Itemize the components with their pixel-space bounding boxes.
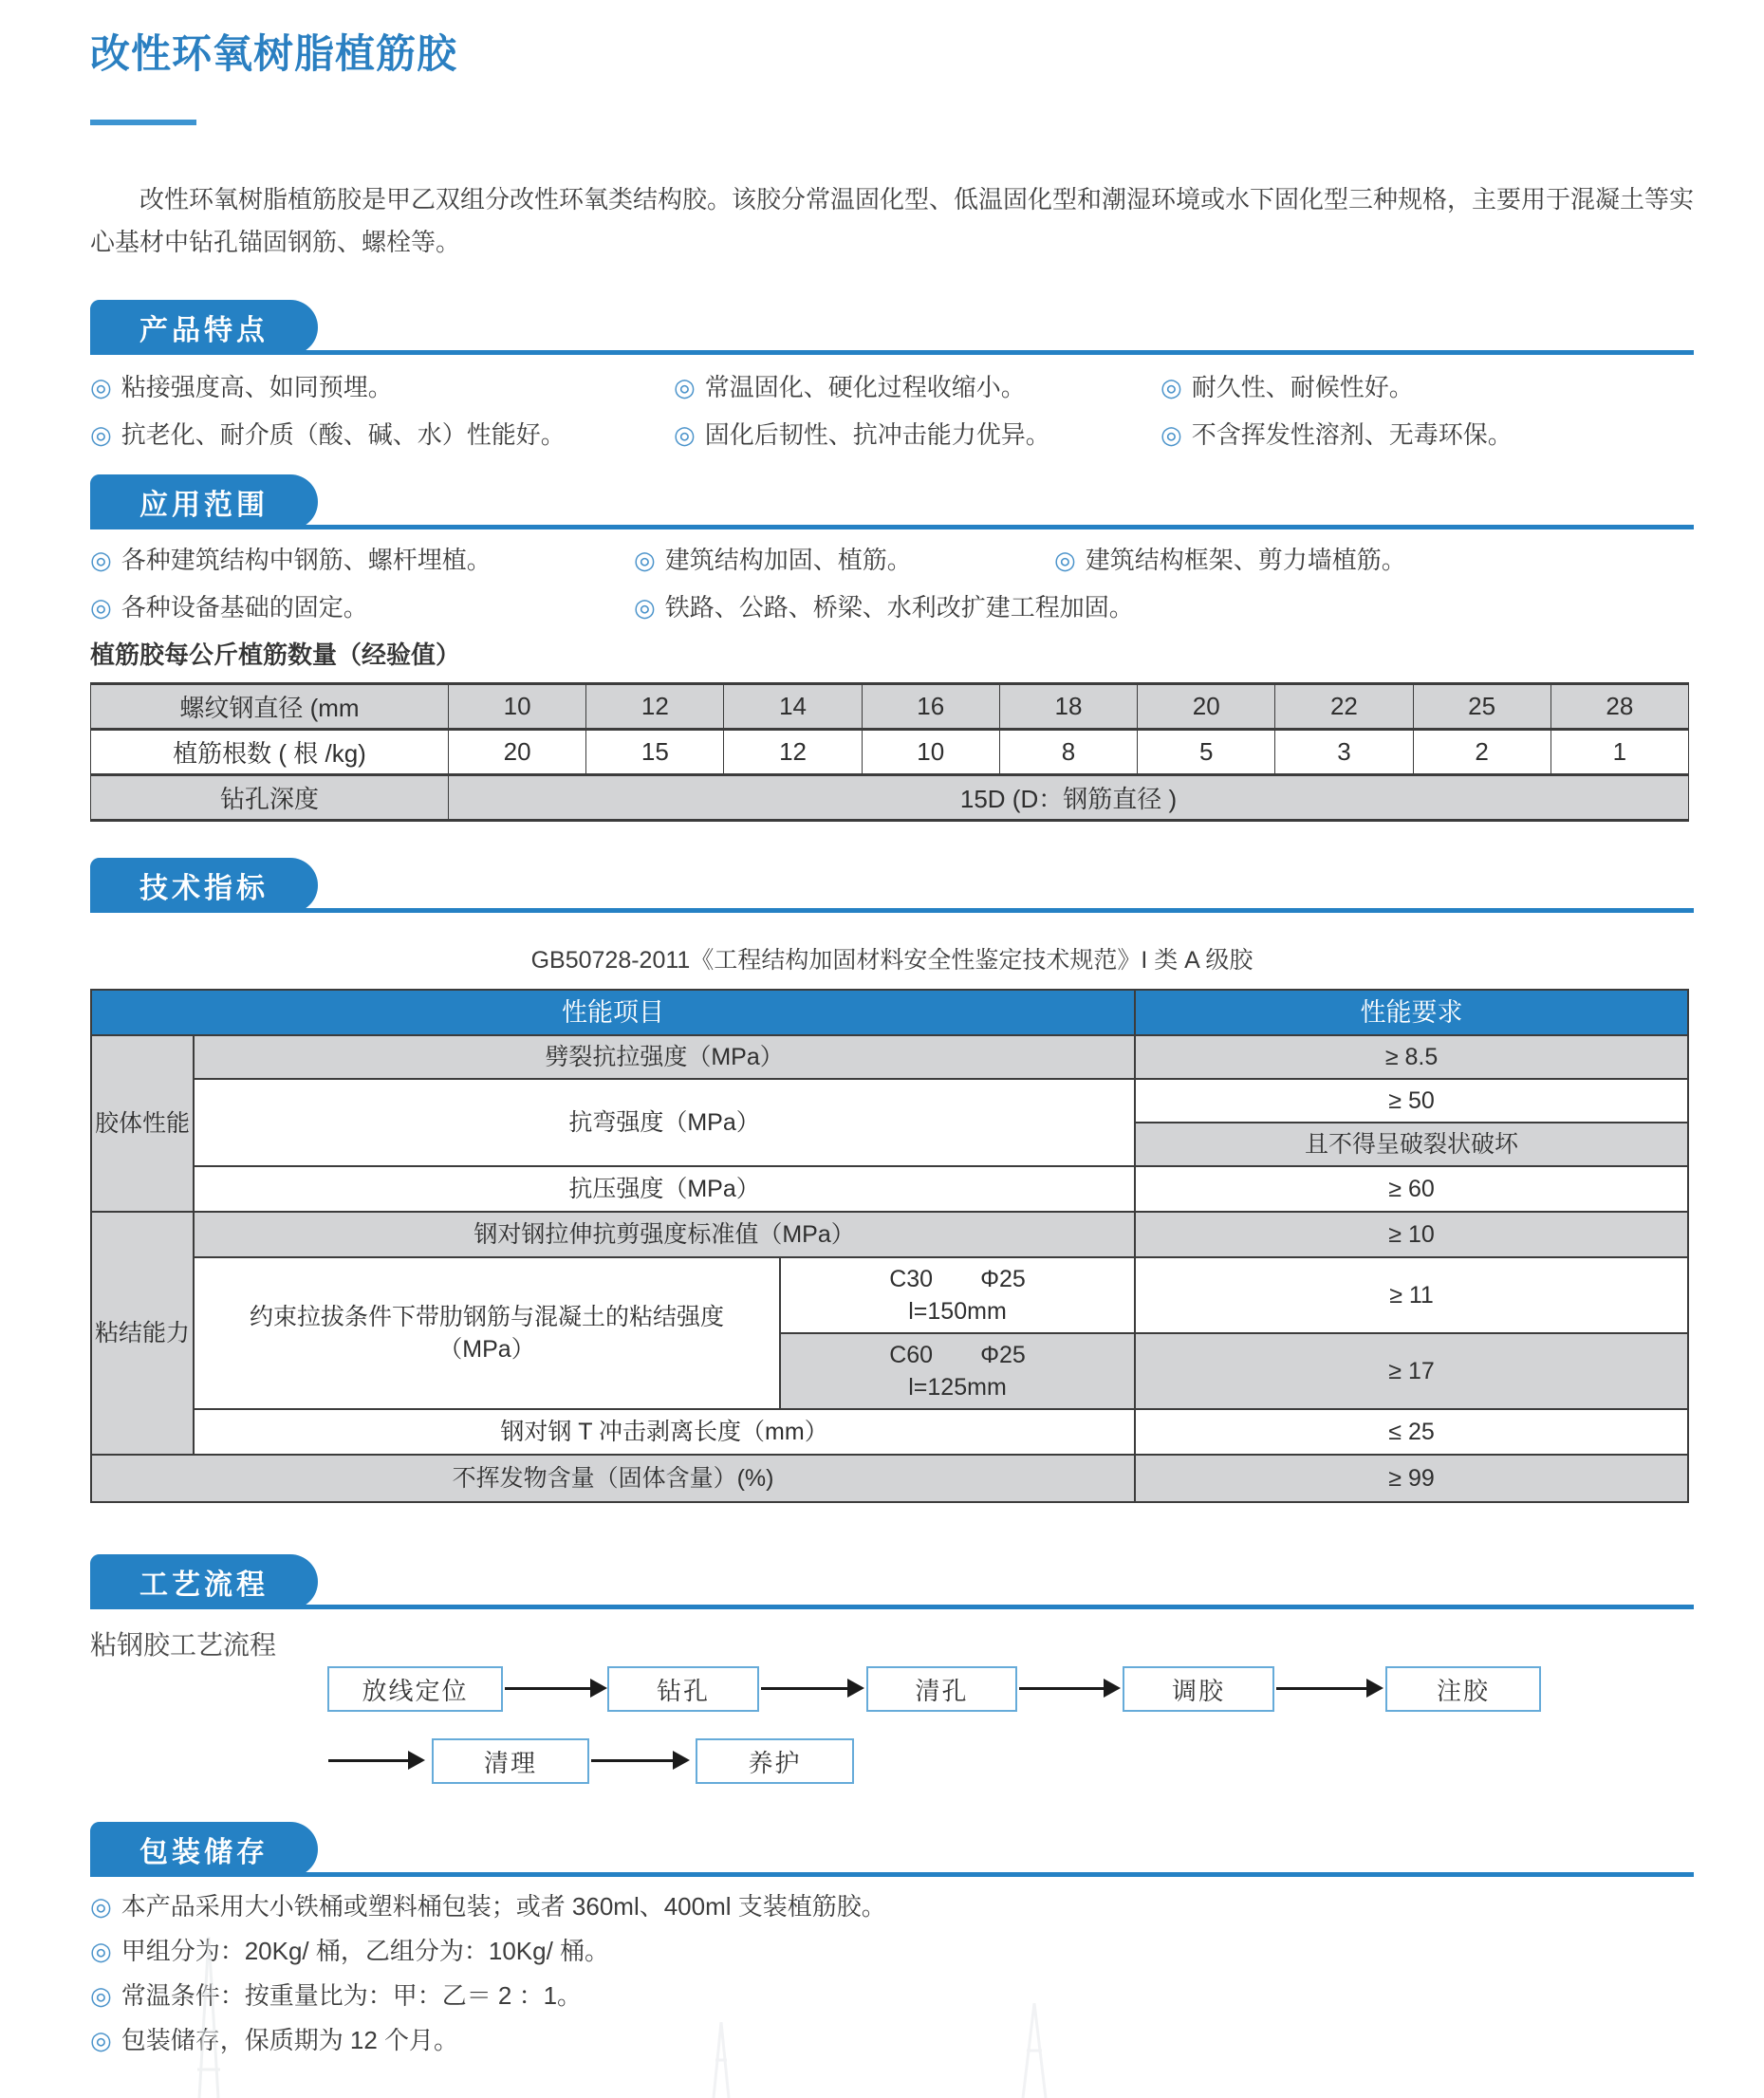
section-underline bbox=[90, 1872, 1694, 1877]
count-cell: 12 bbox=[724, 730, 862, 775]
watermark-tower bbox=[142, 1937, 275, 2098]
feature-text: 耐久性、耐候性好。 bbox=[1191, 373, 1414, 401]
standard-note: GB50728-2011《工程结构加固材料安全性鉴定技术规范》I 类 A 级胶 bbox=[530, 947, 1253, 974]
section-head-features bbox=[90, 296, 1694, 355]
storage-text: 甲组分为：20Kg/ 桶，乙组分为：10Kg/ 桶。 bbox=[121, 1937, 610, 1965]
requirement-cell: 且不得呈破裂状破坏 bbox=[1135, 1123, 1688, 1166]
table-row bbox=[91, 1257, 1688, 1333]
requirement-cell: ≤ 25 bbox=[1135, 1409, 1688, 1455]
ring-bullet-icon: ◎ bbox=[90, 373, 112, 401]
storage-text: 本产品采用大小铁桶或塑料桶包装；或者 360ml、400ml 支装植筋胶。 bbox=[121, 1892, 886, 1921]
flow-step-inject: 注胶 bbox=[1385, 1666, 1541, 1712]
requirement-cell: ≥ 11 bbox=[1135, 1257, 1688, 1333]
condition-line2: l=150mm bbox=[908, 1298, 1007, 1325]
diameter-cell: 10 bbox=[449, 684, 586, 730]
diameter-cell: 25 bbox=[1413, 684, 1550, 730]
table-row bbox=[91, 1409, 1688, 1455]
section-badge-storage: 包装储存 bbox=[90, 1822, 318, 1877]
section-badge-features: 产品特点 bbox=[90, 300, 318, 355]
feature-item bbox=[1161, 419, 1694, 450]
application-item bbox=[1054, 545, 1694, 575]
application-text: 各种建筑结构中钢筋、螺杆埋植。 bbox=[121, 546, 492, 574]
diameter-cell: 22 bbox=[1275, 684, 1413, 730]
storage-item bbox=[90, 2025, 1694, 2055]
ring-bullet-icon: ◎ bbox=[90, 420, 112, 449]
application-text: 建筑结构框架、剪力墙植筋。 bbox=[1085, 546, 1406, 574]
count-cell: 20 bbox=[449, 730, 586, 775]
storage-item bbox=[90, 1936, 1694, 1966]
section-underline bbox=[90, 908, 1694, 913]
condition-cell bbox=[780, 1333, 1135, 1409]
property-cell: 钢对钢拉伸抗剪强度标准值（MPa） bbox=[194, 1212, 1135, 1257]
ring-bullet-icon: ◎ bbox=[90, 1892, 112, 1921]
property-cell: 劈裂抗拉强度（MPa） bbox=[194, 1035, 1135, 1079]
count-cell: 15 bbox=[586, 730, 724, 775]
row-label: 螺纹钢直径 (mm bbox=[91, 684, 449, 730]
feature-item bbox=[90, 419, 674, 450]
flow-step-cure: 养护 bbox=[696, 1738, 854, 1784]
ring-bullet-icon: ◎ bbox=[634, 593, 656, 622]
table-row bbox=[91, 730, 1689, 775]
application-text: 建筑结构加固、植筋。 bbox=[664, 546, 912, 574]
storage-list bbox=[90, 1891, 1694, 2055]
ring-bullet-icon: ◎ bbox=[1054, 546, 1076, 574]
process-flowchart bbox=[90, 1664, 1694, 1793]
section-head-process bbox=[90, 1550, 1694, 1609]
requirement-cell: ≥ 10 bbox=[1135, 1212, 1688, 1257]
table-row bbox=[91, 684, 1689, 730]
section-underline bbox=[90, 1605, 1694, 1609]
feature-item bbox=[90, 372, 674, 402]
storage-item bbox=[90, 1891, 1694, 1922]
table-row bbox=[91, 1079, 1688, 1123]
count-cell: 2 bbox=[1413, 730, 1550, 775]
table-row bbox=[91, 1455, 1688, 1502]
ring-bullet-icon: ◎ bbox=[90, 2026, 112, 2054]
requirement-cell: ≥ 17 bbox=[1135, 1333, 1688, 1409]
application-item bbox=[90, 592, 634, 622]
diameter-cell: 14 bbox=[724, 684, 862, 730]
group-label-bond: 粘结能力 bbox=[91, 1212, 194, 1455]
property-cell: 不挥发物含量（固体含量）(%) bbox=[91, 1455, 1135, 1502]
ring-bullet-icon: ◎ bbox=[1161, 373, 1182, 401]
property-cell: 钢对钢 T 冲击剥离长度（mm） bbox=[194, 1409, 1135, 1455]
section-head-storage bbox=[90, 1818, 1694, 1877]
diameter-cell: 20 bbox=[1138, 684, 1275, 730]
section-badge-tech: 技术指标 bbox=[90, 858, 318, 913]
requirement-cell: ≥ 50 bbox=[1135, 1079, 1688, 1123]
section-badge-process: 工艺流程 bbox=[90, 1554, 318, 1609]
application-text: 各种设备基础的固定。 bbox=[121, 593, 368, 622]
rebar-table bbox=[90, 682, 1689, 822]
feature-text: 抗老化、耐介质（酸、碱、水）性能好。 bbox=[121, 420, 566, 449]
ring-bullet-icon: ◎ bbox=[90, 1937, 112, 1965]
section-badge-applications: 应用范围 bbox=[90, 474, 318, 529]
flow-arrow-icon bbox=[591, 1759, 675, 1762]
table-header-row bbox=[91, 990, 1688, 1035]
table-row bbox=[91, 1035, 1688, 1079]
flow-arrow-icon bbox=[1019, 1687, 1105, 1690]
depth-cell: 15D (D：钢筋直径 ) bbox=[449, 775, 1689, 821]
section-underline bbox=[90, 350, 1694, 355]
ring-bullet-icon: ◎ bbox=[674, 373, 696, 401]
flow-step-cleanup: 清理 bbox=[432, 1738, 589, 1784]
feature-item bbox=[674, 372, 1161, 402]
flow-arrow-icon bbox=[1276, 1687, 1368, 1690]
condition-line2: l=125mm bbox=[908, 1374, 1007, 1401]
flow-step-clean-hole: 清孔 bbox=[866, 1666, 1017, 1712]
application-item bbox=[634, 592, 1134, 622]
condition-cell bbox=[780, 1257, 1135, 1333]
section-head-tech bbox=[90, 854, 1694, 913]
title-dash bbox=[90, 120, 196, 125]
diameter-cell: 28 bbox=[1550, 684, 1688, 730]
flow-step-drill: 钻孔 bbox=[607, 1666, 759, 1712]
property-cell: 抗弯强度（MPa） bbox=[194, 1079, 1135, 1166]
storage-text: 包装储存，保质期为 12 个月。 bbox=[121, 2026, 459, 2054]
table-row bbox=[91, 775, 1689, 821]
row-label: 钻孔深度 bbox=[91, 775, 449, 821]
watermark-tower bbox=[664, 2022, 778, 2098]
flow-arrow-icon bbox=[505, 1687, 592, 1690]
storage-text: 常温条件：按重量比为：甲：乙＝ 2 ：1。 bbox=[121, 1981, 583, 2010]
flow-arrow-icon bbox=[328, 1759, 410, 1762]
ring-bullet-icon: ◎ bbox=[634, 546, 656, 574]
section-underline bbox=[90, 525, 1694, 529]
ring-bullet-icon: ◎ bbox=[1161, 420, 1182, 449]
diameter-cell: 18 bbox=[999, 684, 1137, 730]
intro-paragraph: 改性环氧树脂植筋胶是甲乙双组分改性环氧类结构胶。该胶分常温固化型、低温固化型和潮湿环境或水下固化型三种规格，主要用于混凝土等实心基材中钻孔锚固钢筋、螺栓等。 bbox=[90, 185, 1695, 256]
condition-line1: C60 Φ25 bbox=[889, 1342, 1026, 1368]
feature-item bbox=[1161, 372, 1694, 402]
feature-text: 粘接强度高、如同预埋。 bbox=[121, 373, 393, 401]
ring-bullet-icon: ◎ bbox=[674, 420, 696, 449]
ring-bullet-icon: ◎ bbox=[90, 546, 112, 574]
table-row bbox=[91, 1212, 1688, 1257]
count-cell: 8 bbox=[999, 730, 1137, 775]
property-cell bbox=[194, 1257, 780, 1409]
count-cell: 3 bbox=[1275, 730, 1413, 775]
flow-step-mix: 调胶 bbox=[1123, 1666, 1274, 1712]
group-label-body: 胶体性能 bbox=[91, 1035, 194, 1212]
flow-arrow-icon bbox=[761, 1687, 849, 1690]
rebar-table-title: 植筋胶每公斤植筋数量（经验值） bbox=[90, 641, 461, 669]
section-head-applications bbox=[90, 471, 1694, 529]
feature-text: 固化后韧性、抗冲击能力优异。 bbox=[704, 420, 1050, 449]
tech-table bbox=[90, 989, 1689, 1503]
bond-label-line2: （MPa） bbox=[438, 1336, 535, 1363]
feature-text: 不含挥发性溶剂、无毒环保。 bbox=[1191, 420, 1513, 449]
application-text: 铁路、公路、桥梁、水利改扩建工程加固。 bbox=[664, 593, 1134, 622]
features-list bbox=[90, 372, 1694, 450]
feature-item bbox=[674, 419, 1161, 450]
count-cell: 1 bbox=[1550, 730, 1688, 775]
count-cell: 10 bbox=[862, 730, 999, 775]
table-row bbox=[91, 1166, 1688, 1212]
property-cell: 抗压强度（MPa） bbox=[194, 1166, 1135, 1212]
col-header-requirement: 性能要求 bbox=[1135, 990, 1688, 1035]
page-title: 改性环氧树脂植筋胶 bbox=[90, 31, 458, 76]
process-subtitle: 粘钢胶工艺流程 bbox=[90, 1630, 277, 1660]
bond-label-line1: 约束拉拔条件下带肋钢筋与混凝土的粘结强度 bbox=[249, 1304, 724, 1330]
flow-step-layout: 放线定位 bbox=[327, 1666, 503, 1712]
diameter-cell: 12 bbox=[586, 684, 724, 730]
col-header-property: 性能项目 bbox=[91, 990, 1135, 1035]
storage-item bbox=[90, 1980, 1694, 2011]
ring-bullet-icon: ◎ bbox=[90, 1981, 112, 2010]
requirement-cell: ≥ 8.5 bbox=[1135, 1035, 1688, 1079]
condition-line1: C30 Φ25 bbox=[889, 1266, 1026, 1292]
ring-bullet-icon: ◎ bbox=[90, 593, 112, 622]
application-item bbox=[90, 545, 634, 575]
feature-text: 常温固化、硬化过程收缩小。 bbox=[704, 373, 1026, 401]
row-label: 植筋根数 ( 根 /kg) bbox=[91, 730, 449, 775]
application-item bbox=[634, 545, 1054, 575]
diameter-cell: 16 bbox=[862, 684, 999, 730]
requirement-cell: ≥ 60 bbox=[1135, 1166, 1688, 1212]
count-cell: 5 bbox=[1138, 730, 1275, 775]
applications-list bbox=[90, 545, 1694, 622]
watermark-tower bbox=[977, 2003, 1091, 2098]
requirement-cell: ≥ 99 bbox=[1135, 1455, 1688, 1502]
